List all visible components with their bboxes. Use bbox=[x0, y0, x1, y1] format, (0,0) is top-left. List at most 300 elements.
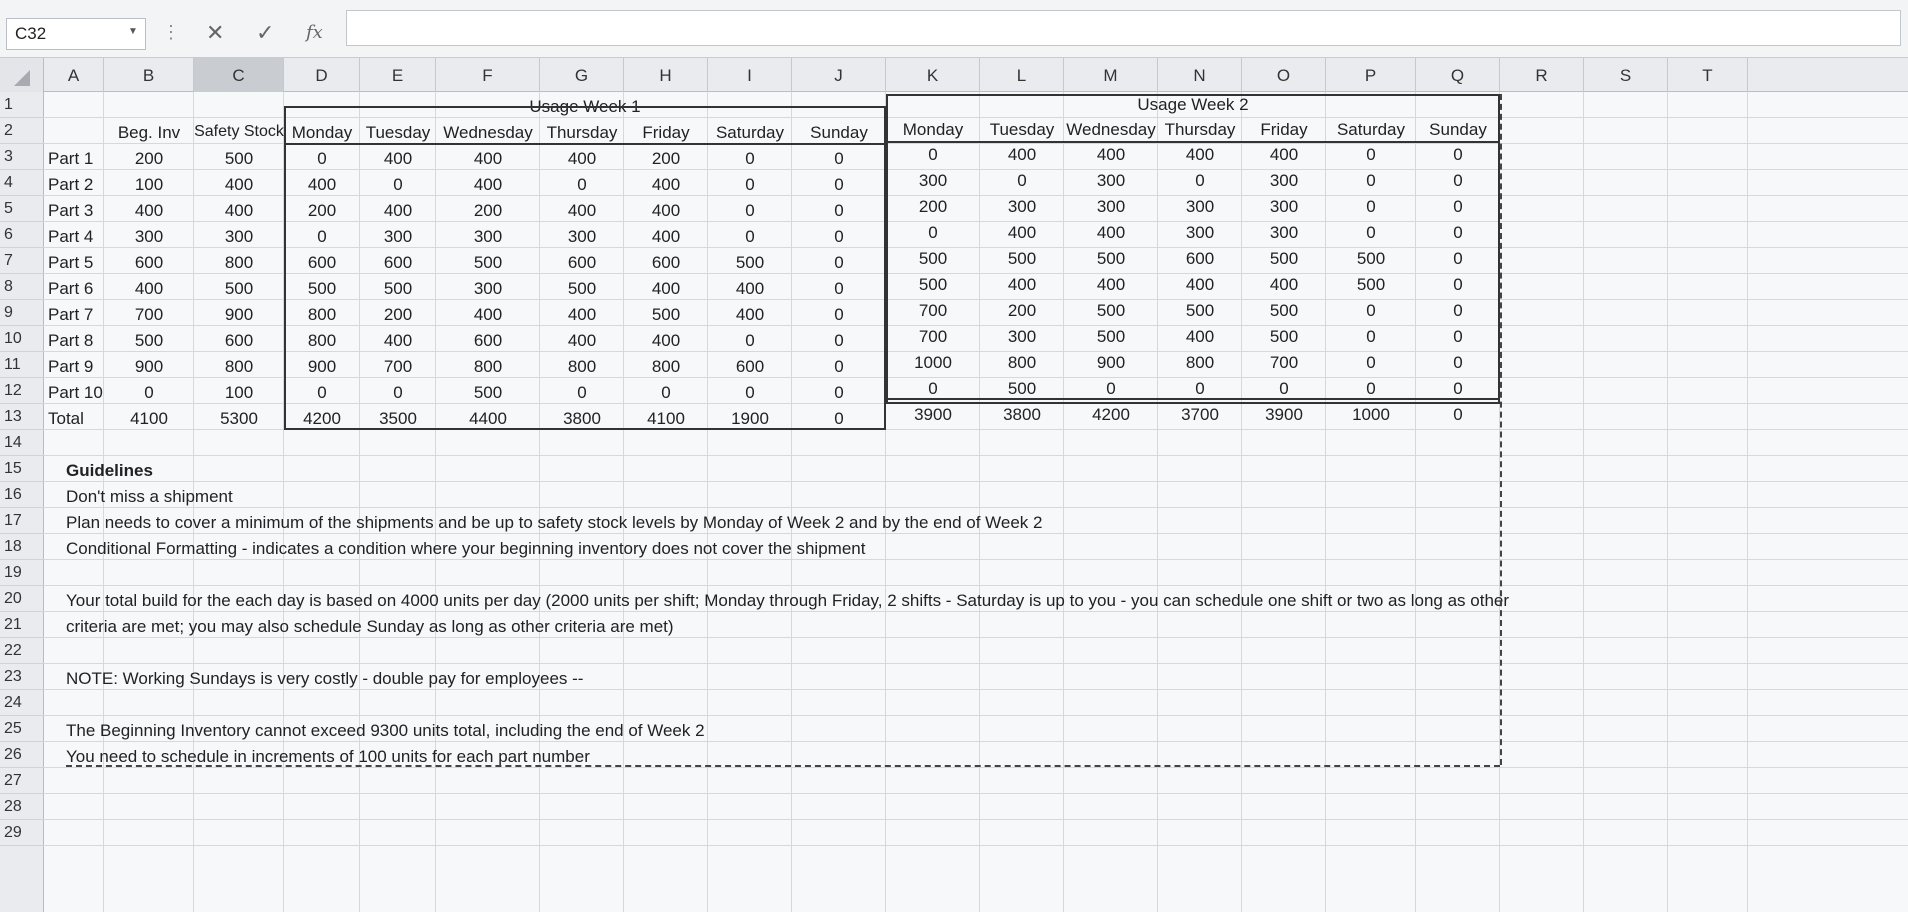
week2-usage-cell: 400 bbox=[1096, 145, 1126, 164]
row-header-1[interactable]: 1 bbox=[0, 92, 44, 118]
header-week2-saturday: Saturday bbox=[1336, 120, 1406, 139]
row-header-12[interactable]: 12 bbox=[0, 378, 44, 404]
week1-usage-cell: 0 bbox=[834, 305, 844, 324]
week2-usage-cell: 900 bbox=[1096, 353, 1126, 372]
week1-usage-cell: 0 bbox=[661, 383, 671, 402]
week1-usage-cell: 500 bbox=[735, 253, 765, 272]
column-header-t[interactable]: T bbox=[1668, 58, 1748, 92]
week1-usage-cell: 500 bbox=[307, 279, 337, 298]
cancel-icon[interactable]: ✕ bbox=[206, 20, 225, 45]
row-header-23[interactable]: 23 bbox=[0, 664, 44, 690]
week1-usage-cell: 300 bbox=[473, 279, 503, 298]
week1-usage-cell: 400 bbox=[651, 201, 681, 220]
safety-stock-cell: 600 bbox=[224, 331, 254, 350]
row-header-2[interactable]: 2 bbox=[0, 118, 44, 144]
column-header-i[interactable]: I bbox=[708, 58, 792, 92]
week1-usage-cell: 400 bbox=[567, 149, 597, 168]
part-name: Part 6 bbox=[48, 279, 94, 298]
week2-total-cell: 0 bbox=[1453, 405, 1463, 424]
week2-usage-cell: 500 bbox=[918, 249, 948, 268]
week2-usage-cell: 0 bbox=[1195, 379, 1205, 398]
safety-stock-cell: 300 bbox=[224, 227, 254, 246]
week2-usage-cell: 1000 bbox=[914, 353, 952, 372]
week1-usage-cell: 400 bbox=[473, 149, 503, 168]
header-week1-saturday: Saturday bbox=[715, 123, 785, 142]
week1-usage-cell: 600 bbox=[473, 331, 503, 350]
safety-stock-cell: 100 bbox=[224, 383, 254, 402]
spreadsheet-grid[interactable] bbox=[0, 58, 1908, 912]
week2-usage-cell: 0 bbox=[1366, 197, 1376, 216]
week2-usage-cell: 400 bbox=[1096, 275, 1126, 294]
week1-usage-cell: 0 bbox=[745, 175, 755, 194]
part-name: Part 5 bbox=[48, 253, 94, 272]
row-header-18[interactable]: 18 bbox=[0, 534, 44, 560]
header-week1-sunday: Sunday bbox=[810, 123, 868, 142]
beg-inv-cell: 100 bbox=[134, 175, 164, 194]
row-header-22[interactable]: 22 bbox=[0, 638, 44, 664]
gridline-row bbox=[44, 767, 1908, 768]
gridline-row bbox=[44, 637, 1908, 638]
week1-usage-cell: 0 bbox=[834, 383, 844, 402]
week1-usage-cell: 0 bbox=[834, 175, 844, 194]
gridline-col bbox=[1583, 92, 1584, 912]
week2-usage-cell: 0 bbox=[1017, 171, 1027, 190]
week2-usage-cell: 500 bbox=[1269, 327, 1299, 346]
week2-total-cell: 3900 bbox=[914, 405, 952, 424]
week1-usage-cell: 400 bbox=[651, 227, 681, 246]
enter-icon[interactable]: ✓ bbox=[256, 20, 275, 45]
week2-total-cell: 3800 bbox=[1003, 405, 1041, 424]
row-header-21[interactable]: 21 bbox=[0, 612, 44, 638]
week2-usage-cell: 400 bbox=[1007, 275, 1037, 294]
table-rule bbox=[886, 141, 1500, 143]
column-header-bar bbox=[0, 58, 1908, 92]
gridline-row bbox=[44, 819, 1908, 820]
column-header-j[interactable]: J bbox=[792, 58, 886, 92]
week2-usage-cell: 0 bbox=[1366, 145, 1376, 164]
week2-usage-cell: 500 bbox=[1096, 327, 1126, 346]
week1-usage-cell: 500 bbox=[473, 383, 503, 402]
week2-usage-cell: 500 bbox=[1269, 301, 1299, 320]
week2-usage-cell: 700 bbox=[1269, 353, 1299, 372]
week1-total-cell: 0 bbox=[834, 409, 844, 428]
row-header-19[interactable]: 19 bbox=[0, 560, 44, 586]
week1-usage-cell: 400 bbox=[383, 201, 413, 220]
week1-usage-cell: 500 bbox=[383, 279, 413, 298]
week2-usage-cell: 700 bbox=[918, 301, 948, 320]
week2-usage-cell: 500 bbox=[1356, 275, 1386, 294]
column-header-h[interactable]: H bbox=[624, 58, 708, 92]
column-header-g[interactable]: G bbox=[540, 58, 624, 92]
week2-usage-cell: 500 bbox=[1185, 301, 1215, 320]
week2-usage-cell: 200 bbox=[918, 197, 948, 216]
column-header-e[interactable]: E bbox=[360, 58, 436, 92]
guidelines-heading: Guidelines bbox=[66, 461, 153, 480]
safety-stock-cell: 400 bbox=[224, 175, 254, 194]
beg-inv-cell: 600 bbox=[134, 253, 164, 272]
week2-usage-cell: 300 bbox=[1269, 223, 1299, 242]
row-header-26[interactable]: 26 bbox=[0, 742, 44, 768]
part-name: Part 7 bbox=[48, 305, 94, 324]
part-name: Part 4 bbox=[48, 227, 94, 246]
week1-usage-cell: 300 bbox=[383, 227, 413, 246]
row-header-8[interactable]: 8 bbox=[0, 274, 44, 300]
row-header-29[interactable]: 29 bbox=[0, 820, 44, 846]
week1-usage-cell: 0 bbox=[745, 383, 755, 402]
week1-total-cell: 4200 bbox=[303, 409, 341, 428]
week1-usage-cell: 0 bbox=[745, 331, 755, 350]
week2-usage-cell: 400 bbox=[1096, 223, 1126, 242]
week2-usage-cell: 800 bbox=[1185, 353, 1215, 372]
week2-usage-cell: 300 bbox=[1007, 197, 1037, 216]
safety-stock-cell: 500 bbox=[224, 279, 254, 298]
beg-inv-cell: 500 bbox=[134, 331, 164, 350]
week1-usage-cell: 0 bbox=[834, 279, 844, 298]
row-header-11[interactable]: 11 bbox=[0, 352, 44, 378]
row-header-3[interactable]: 3 bbox=[0, 144, 44, 170]
gridline-row bbox=[44, 663, 1908, 664]
guideline-note: Conditional Formatting - indicates a condition where your beginning inventory does not cover the shipment bbox=[66, 539, 866, 558]
column-header-k[interactable]: K bbox=[886, 58, 980, 92]
beg-inv-cell: 400 bbox=[134, 279, 164, 298]
week2-usage-cell: 0 bbox=[1453, 223, 1463, 242]
week2-usage-cell: 800 bbox=[1007, 353, 1037, 372]
week2-usage-cell: 300 bbox=[918, 171, 948, 190]
week2-usage-cell: 0 bbox=[1366, 327, 1376, 346]
week1-usage-cell: 0 bbox=[745, 201, 755, 220]
row-header-9[interactable]: 9 bbox=[0, 300, 44, 326]
beg-inv-cell: 300 bbox=[134, 227, 164, 246]
gridline-col bbox=[1667, 92, 1668, 912]
week1-usage-cell: 500 bbox=[651, 305, 681, 324]
week1-usage-cell: 200 bbox=[383, 305, 413, 324]
column-header-f[interactable]: F bbox=[436, 58, 540, 92]
week2-usage-cell: 0 bbox=[1366, 223, 1376, 242]
guideline-note: NOTE: Working Sundays is very costly - double pay for employees -- bbox=[66, 669, 584, 688]
part-name: Part 1 bbox=[48, 149, 94, 168]
week2-usage-cell: 0 bbox=[1366, 353, 1376, 372]
beg-inv-cell: 700 bbox=[134, 305, 164, 324]
week2-usage-cell: 0 bbox=[928, 379, 938, 398]
gridline-row bbox=[44, 611, 1908, 612]
week2-usage-cell: 0 bbox=[1106, 379, 1116, 398]
week2-usage-cell: 500 bbox=[918, 275, 948, 294]
week2-usage-cell: 700 bbox=[918, 327, 948, 346]
week2-usage-cell: 300 bbox=[1269, 197, 1299, 216]
week2-usage-cell: 300 bbox=[1185, 197, 1215, 216]
week2-usage-cell: 500 bbox=[1007, 379, 1037, 398]
column-header-s[interactable]: S bbox=[1584, 58, 1668, 92]
week2-usage-cell: 600 bbox=[1185, 249, 1215, 268]
week2-usage-cell: 0 bbox=[1366, 379, 1376, 398]
week1-usage-cell: 200 bbox=[307, 201, 337, 220]
week2-usage-cell: 0 bbox=[1366, 171, 1376, 190]
gridline-row bbox=[44, 559, 1908, 560]
print-area-boundary bbox=[66, 765, 1500, 767]
row-header-17[interactable]: 17 bbox=[0, 508, 44, 534]
part-name: Part 8 bbox=[48, 331, 94, 350]
guideline-note: You need to schedule in increments of 100 units for each part number bbox=[66, 747, 590, 766]
gridline-row bbox=[44, 741, 1908, 742]
week1-usage-cell: 600 bbox=[383, 253, 413, 272]
row-header-20[interactable]: 20 bbox=[0, 586, 44, 612]
week1-usage-cell: 400 bbox=[473, 175, 503, 194]
week1-usage-cell: 0 bbox=[834, 201, 844, 220]
header-week2-monday: Monday bbox=[902, 120, 964, 139]
week1-usage-cell: 400 bbox=[735, 279, 765, 298]
week2-total-cell: 3900 bbox=[1265, 405, 1303, 424]
week1-usage-cell: 0 bbox=[834, 357, 844, 376]
week1-usage-cell: 200 bbox=[473, 201, 503, 220]
total-safety-stock: 5300 bbox=[220, 409, 258, 428]
week2-usage-cell: 0 bbox=[1195, 171, 1205, 190]
week1-usage-cell: 0 bbox=[393, 383, 403, 402]
week1-usage-cell: 0 bbox=[834, 227, 844, 246]
row-header-24[interactable]: 24 bbox=[0, 690, 44, 716]
week1-usage-cell: 800 bbox=[307, 305, 337, 324]
week1-usage-cell: 200 bbox=[651, 149, 681, 168]
week1-usage-cell: 800 bbox=[567, 357, 597, 376]
week2-usage-cell: 500 bbox=[1007, 249, 1037, 268]
gridline-row bbox=[44, 689, 1908, 690]
safety-stock-cell: 800 bbox=[224, 357, 254, 376]
week2-usage-cell: 0 bbox=[1279, 379, 1289, 398]
chevron-down-icon[interactable]: ▼ bbox=[128, 26, 138, 37]
beg-inv-cell: 400 bbox=[134, 201, 164, 220]
row-header-7[interactable]: 7 bbox=[0, 248, 44, 274]
week2-usage-cell: 300 bbox=[1007, 327, 1037, 346]
header-week1-thursday: Thursday bbox=[546, 123, 618, 142]
row-header-bar bbox=[0, 92, 44, 912]
total-beg-inv: 4100 bbox=[130, 409, 168, 428]
select-all-corner[interactable] bbox=[0, 58, 44, 92]
week2-usage-cell: 0 bbox=[1453, 197, 1463, 216]
header-week2-friday: Friday bbox=[1260, 120, 1308, 139]
week1-usage-cell: 800 bbox=[307, 331, 337, 350]
row-header-10[interactable]: 10 bbox=[0, 326, 44, 352]
row-header-27[interactable]: 27 bbox=[0, 768, 44, 794]
guideline-note: The Beginning Inventory cannot exceed 9300 units total, including the end of Week 2 bbox=[66, 721, 705, 740]
more-options-icon[interactable]: ⋮ bbox=[162, 22, 180, 42]
week1-usage-cell: 0 bbox=[834, 331, 844, 350]
week1-usage-cell: 0 bbox=[745, 227, 755, 246]
week1-usage-cell: 600 bbox=[307, 253, 337, 272]
column-header-p[interactable]: P bbox=[1326, 58, 1416, 92]
part-name: Part 9 bbox=[48, 357, 94, 376]
week1-usage-cell: 0 bbox=[577, 383, 587, 402]
part-name: Part 10 bbox=[48, 383, 103, 402]
week2-usage-cell: 300 bbox=[1096, 171, 1126, 190]
formula-input[interactable] bbox=[346, 10, 1901, 46]
week2-usage-cell: 200 bbox=[1007, 301, 1037, 320]
column-header-o[interactable]: O bbox=[1242, 58, 1326, 92]
row-header-15[interactable]: 15 bbox=[0, 456, 44, 482]
week1-usage-cell: 0 bbox=[745, 149, 755, 168]
total-label: Total bbox=[48, 409, 84, 428]
week1-usage-cell: 600 bbox=[567, 253, 597, 272]
column-header-a[interactable]: A bbox=[44, 58, 104, 92]
week2-usage-cell: 300 bbox=[1185, 223, 1215, 242]
week2-usage-cell: 400 bbox=[1185, 327, 1215, 346]
header-week1-tuesday: Tuesday bbox=[365, 123, 431, 142]
week1-usage-cell: 400 bbox=[735, 305, 765, 324]
function-icon[interactable]: fx bbox=[306, 22, 323, 43]
safety-stock-cell: 900 bbox=[224, 305, 254, 324]
week2-usage-cell: 0 bbox=[1453, 171, 1463, 190]
part-name: Part 3 bbox=[48, 201, 94, 220]
week2-usage-cell: 0 bbox=[1453, 353, 1463, 372]
week1-usage-cell: 400 bbox=[651, 175, 681, 194]
week1-usage-cell: 600 bbox=[735, 357, 765, 376]
week2-usage-cell: 0 bbox=[1453, 145, 1463, 164]
week1-usage-cell: 300 bbox=[473, 227, 503, 246]
week1-total-cell: 4100 bbox=[647, 409, 685, 428]
header-week1-wednesday: Wednesday bbox=[443, 123, 533, 142]
week1-title: Usage Week 1 bbox=[529, 97, 641, 116]
guideline-note: Plan needs to cover a minimum of the shipments and be up to safety stock levels by Monday of Week 2 and by the end of Week 2 bbox=[66, 513, 1043, 532]
week1-usage-cell: 400 bbox=[567, 305, 597, 324]
week2-usage-cell: 0 bbox=[1453, 301, 1463, 320]
week1-usage-cell: 900 bbox=[307, 357, 337, 376]
week2-usage-cell: 400 bbox=[1185, 145, 1215, 164]
header-week2-sunday: Sunday bbox=[1429, 120, 1487, 139]
week2-usage-cell: 0 bbox=[928, 223, 938, 242]
week2-usage-cell: 0 bbox=[1453, 249, 1463, 268]
name-box[interactable]: C32 bbox=[6, 18, 146, 50]
week1-usage-cell: 0 bbox=[834, 149, 844, 168]
week2-title: Usage Week 2 bbox=[1137, 95, 1249, 114]
safety-stock-cell: 800 bbox=[224, 253, 254, 272]
gridline-row bbox=[44, 715, 1908, 716]
column-header-d[interactable]: D bbox=[284, 58, 360, 92]
week1-total-cell: 1900 bbox=[731, 409, 769, 428]
select-all-icon bbox=[14, 70, 30, 86]
safety-stock-cell: 400 bbox=[224, 201, 254, 220]
column-header-c[interactable]: C bbox=[194, 58, 284, 92]
week2-usage-cell: 400 bbox=[1185, 275, 1215, 294]
row-header-14[interactable]: 14 bbox=[0, 430, 44, 456]
week1-usage-cell: 400 bbox=[567, 331, 597, 350]
week1-table-border bbox=[284, 106, 886, 430]
table-rule bbox=[886, 398, 1500, 400]
week1-usage-cell: 600 bbox=[651, 253, 681, 272]
week2-total-cell: 4200 bbox=[1092, 405, 1130, 424]
gridline-col bbox=[1747, 92, 1748, 912]
gridline-row bbox=[44, 533, 1908, 534]
week1-usage-cell: 700 bbox=[383, 357, 413, 376]
column-header-r[interactable]: R bbox=[1500, 58, 1584, 92]
gridline-row bbox=[44, 481, 1908, 482]
week2-total-cell: 1000 bbox=[1352, 405, 1390, 424]
week1-usage-cell: 400 bbox=[473, 305, 503, 324]
week2-usage-cell: 500 bbox=[1356, 249, 1386, 268]
beg-inv-cell: 0 bbox=[144, 383, 154, 402]
week2-usage-cell: 400 bbox=[1007, 223, 1037, 242]
part-name: Part 2 bbox=[48, 175, 94, 194]
week1-usage-cell: 500 bbox=[567, 279, 597, 298]
row-header-13[interactable]: 13 bbox=[0, 404, 44, 430]
week1-usage-cell: 0 bbox=[317, 149, 327, 168]
week1-usage-cell: 0 bbox=[577, 175, 587, 194]
week1-usage-cell: 0 bbox=[317, 383, 327, 402]
week2-usage-cell: 500 bbox=[1269, 249, 1299, 268]
guideline-note: Don't miss a shipment bbox=[66, 487, 233, 506]
guideline-note: Your total build for the each day is based on 4000 units per day (2000 units per shift; Monday through Friday, 2 shifts - Saturday is up to you - you can schedule one shift or two as long as other bbox=[66, 591, 1510, 610]
week1-total-cell: 4400 bbox=[469, 409, 507, 428]
beg-inv-cell: 200 bbox=[134, 149, 164, 168]
week1-total-cell: 3500 bbox=[379, 409, 417, 428]
guideline-note: criteria are met; you may also schedule Sunday as long as other criteria are met) bbox=[66, 617, 674, 636]
header-week1-friday: Friday bbox=[642, 123, 690, 142]
row-header-16[interactable]: 16 bbox=[0, 482, 44, 508]
row-header-5[interactable]: 5 bbox=[0, 196, 44, 222]
header-week2-thursday: Thursday bbox=[1164, 120, 1236, 139]
row-header-4[interactable]: 4 bbox=[0, 170, 44, 196]
formula-bar bbox=[0, 0, 1908, 58]
header-safety-stock: Safety Stock bbox=[194, 123, 284, 140]
week1-usage-cell: 800 bbox=[473, 357, 503, 376]
column-header-n[interactable]: N bbox=[1158, 58, 1242, 92]
week1-total-cell: 3800 bbox=[563, 409, 601, 428]
header-week2-tuesday: Tuesday bbox=[989, 120, 1055, 139]
gridline-row bbox=[44, 845, 1908, 846]
header-beg-inv: Beg. Inv bbox=[117, 123, 181, 142]
column-header-b[interactable]: B bbox=[104, 58, 194, 92]
week2-usage-cell: 300 bbox=[1269, 171, 1299, 190]
week1-usage-cell: 400 bbox=[651, 279, 681, 298]
gridline-row bbox=[44, 793, 1908, 794]
week1-usage-cell: 400 bbox=[307, 175, 337, 194]
week1-usage-cell: 800 bbox=[651, 357, 681, 376]
week1-usage-cell: 400 bbox=[383, 331, 413, 350]
header-week1-monday: Monday bbox=[291, 123, 353, 142]
row-header-25[interactable]: 25 bbox=[0, 716, 44, 742]
week1-usage-cell: 0 bbox=[834, 253, 844, 272]
row-header-28[interactable]: 28 bbox=[0, 794, 44, 820]
beg-inv-cell: 900 bbox=[134, 357, 164, 376]
week1-usage-cell: 400 bbox=[651, 331, 681, 350]
week2-usage-cell: 0 bbox=[1453, 275, 1463, 294]
week2-usage-cell: 400 bbox=[1269, 145, 1299, 164]
week2-usage-cell: 400 bbox=[1269, 275, 1299, 294]
week2-usage-cell: 0 bbox=[1366, 301, 1376, 320]
column-header-l[interactable]: L bbox=[980, 58, 1064, 92]
week2-usage-cell: 500 bbox=[1096, 301, 1126, 320]
week2-usage-cell: 400 bbox=[1007, 145, 1037, 164]
week2-usage-cell: 0 bbox=[928, 145, 938, 164]
row-header-6[interactable]: 6 bbox=[0, 222, 44, 248]
week1-usage-cell: 0 bbox=[393, 175, 403, 194]
week2-usage-cell: 0 bbox=[1453, 327, 1463, 346]
gridline-row bbox=[44, 507, 1908, 508]
table-rule bbox=[284, 143, 886, 145]
week2-total-cell: 3700 bbox=[1181, 405, 1219, 424]
header-week2-wednesday: Wednesday bbox=[1066, 120, 1156, 139]
week2-usage-cell: 500 bbox=[1096, 249, 1126, 268]
print-area-boundary bbox=[1500, 94, 1502, 765]
gridline-row bbox=[44, 585, 1908, 586]
column-header-m[interactable]: M bbox=[1064, 58, 1158, 92]
week1-usage-cell: 500 bbox=[473, 253, 503, 272]
gridline-row bbox=[44, 455, 1908, 456]
column-header-q[interactable]: Q bbox=[1416, 58, 1500, 92]
week1-usage-cell: 400 bbox=[567, 201, 597, 220]
week2-usage-cell: 0 bbox=[1453, 379, 1463, 398]
week1-usage-cell: 300 bbox=[567, 227, 597, 246]
week1-usage-cell: 400 bbox=[383, 149, 413, 168]
safety-stock-cell: 500 bbox=[224, 149, 254, 168]
week2-usage-cell: 300 bbox=[1096, 197, 1126, 216]
